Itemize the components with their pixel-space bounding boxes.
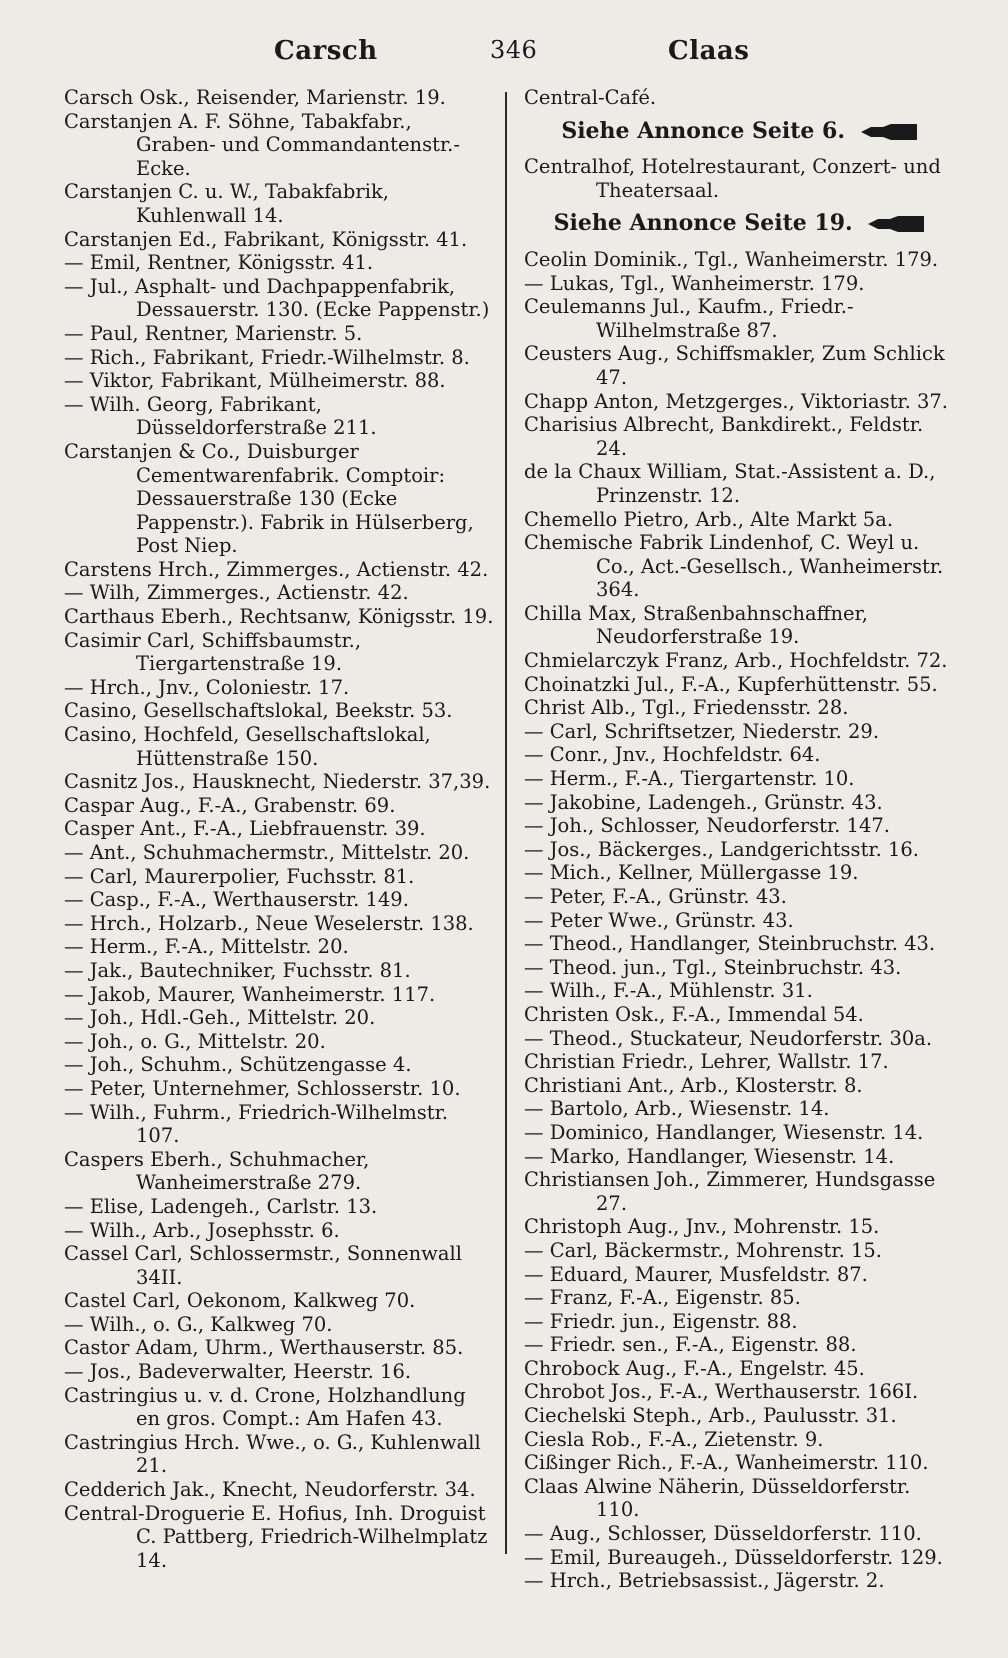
directory-entry: Chapp Anton, Metzgerges., Viktoriastr. 37. <box>524 389 949 413</box>
directory-entry: — Wilh., o. G., Kalkweg 70. <box>64 1312 333 1336</box>
annonce-text: Siehe Annonce Seite 19. <box>553 210 853 237</box>
directory-entry: Carstens Hrch., Zimmerges., Actienstr. 42. <box>64 557 489 581</box>
directory-entry: Caspers Eberh., Schuhmacher, Wanheimerstraße 279. <box>64 1147 370 1195</box>
directory-entry: — Friedr. sen., F.-A., Eigenstr. 88. <box>524 1333 857 1357</box>
directory-entry: — Carl, Bäckermstr., Mohrenstr. 15. <box>524 1238 882 1262</box>
directory-entry: Casino, Hochfeld, Gesellschaftslokal, Hüttenstraße 150. <box>64 723 431 770</box>
directory-entry: — Jak., Bautechniker, Fuchsstr. 81. <box>64 958 411 982</box>
directory-entry: Carstanjen Ed., Fabrikant, Königsstr. 41. <box>64 227 468 251</box>
directory-entry: — Friedr. jun., Eigenstr. 88. <box>524 1309 798 1333</box>
directory-entry: — Wilh. Georg, Fabrikant, Düsseldorferstraße 211. <box>64 392 377 440</box>
directory-entry: — Bartolo, Arb., Wiesenstr. 14. <box>524 1097 830 1121</box>
page-header <box>60 36 940 76</box>
directory-entry: — Hrch., Holzarb., Neue Weselerstr. 138. <box>64 911 474 935</box>
directory-entry: — Joh., Schlosser, Neudorferstr. 147. <box>524 814 890 838</box>
directory-entry: — Carl, Maurerpolier, Fuchsstr. 81. <box>64 864 415 888</box>
directory-entry: — Viktor, Fabrikant, Mülheimerstr. 88. <box>64 369 446 393</box>
directory-entry: — Joh., Hdl.-Geh., Mittelstr. 20. <box>64 1006 376 1030</box>
directory-entry: Castel Carl, Oekonom, Kalkweg 70. <box>64 1289 416 1313</box>
directory-entry: — Jakob, Maurer, Wanheimerstr. 117. <box>64 982 436 1006</box>
directory-entry: Cedderich Jak., Knecht, Neudorferstr. 34. <box>64 1478 476 1502</box>
directory-entry: Central-Café. <box>524 86 657 109</box>
directory-entry: — Aug., Schlosser, Düsseldorferstr. 110. <box>524 1522 922 1546</box>
directory-entry: — Emil, Rentner, Königsstr. 41. <box>64 251 374 275</box>
directory-entry: — Paul, Rentner, Marienstr. 5. <box>64 321 363 345</box>
directory-entry: Carstanjen A. F. Söhne, Tabakfabr., Graben- und Commandantenstr.-Ecke. <box>64 109 460 180</box>
right-column <box>524 86 954 1593</box>
directory-entry: — Lukas, Tgl., Wanheimerstr. 179. <box>524 271 865 295</box>
directory-entry: Carstanjen C. u. W., Tabakfabrik, Kuhlenwall 14. <box>64 180 389 227</box>
directory-entry: Caspar Aug., F.-A., Grabenstr. 69. <box>64 793 396 817</box>
directory-entry: Ceolin Dominik., Tgl., Wanheimerstr. 179. <box>524 247 939 271</box>
directory-entry: Claas Alwine Näherin, Düsseldorferstr. 110. <box>524 1474 911 1522</box>
directory-entry: — Hrch., Jnv., Coloniestr. 17. <box>64 675 350 699</box>
directory-entry: Ciechelski Steph., Arb., Paulusstr. 31. <box>524 1404 897 1428</box>
directory-entry: — Carl, Schriftsetzer, Niederstr. 29. <box>524 719 880 743</box>
directory-entry: Carsch Osk., Reisender, Marienstr. 19. <box>64 86 446 109</box>
directory-entry: — Peter, F.-A., Grünstr. 43. <box>524 885 787 908</box>
directory-entry: Christiansen Joh., Zimmerer, Hundsgasse 27. <box>524 1168 936 1215</box>
directory-entry: — Jakobine, Ladengeh., Grünstr. 43. <box>524 790 883 814</box>
directory-entry: — Jos., Badeverwalter, Heerstr. 16. <box>64 1360 412 1384</box>
directory-entry: Chmielarczyk Franz, Arb., Hochfeldstr. 72. <box>524 649 948 673</box>
directory-entry: Chrobot Jos., F.-A., Werthauserstr. 166I. <box>524 1380 919 1404</box>
directory-entry: — Conr., Jnv., Hochfeldstr. 64. <box>524 743 821 767</box>
directory-entry: Charisius Albrecht, Bankdirekt., Feldstr. 24. <box>524 413 924 460</box>
directory-entry: Casimir Carl, Schiffsbaumstr., Tiergartenstraße 19. <box>64 628 362 676</box>
directory-entry: Casnitz Jos., Hausknecht, Niederstr. 37,39. <box>64 770 491 794</box>
right-column-top <box>524 86 954 110</box>
directory-entry: Casino, Gesellschaftslokal, Beekstr. 53. <box>64 699 453 723</box>
directory-entry: — Jul., Asphalt- und Dachpappenfabrik, Dessauerstr. 130. (Ecke Pappenstr.) <box>64 274 490 322</box>
column-divider <box>505 92 507 1554</box>
directory-entry: — Herm., F.-A., Mittelstr. 20. <box>64 935 349 959</box>
directory-entry: — Mich., Kellner, Müllergasse 19. <box>524 861 859 885</box>
directory-entry: — Wilh., Arb., Josephsstr. 6. <box>64 1218 340 1242</box>
directory-entry: Central-Droguerie E. Hofius, Inh. Droguist C. Pattberg, Friedrich-Wilhelmplatz 14. <box>64 1501 488 1572</box>
right-column-mid <box>524 155 954 202</box>
directory-entry: Cißinger Rich., F.-A., Wanheimerstr. 110. <box>524 1451 929 1475</box>
directory-entry: — Dominico, Handlanger, Wiesenstr. 14. <box>524 1120 924 1144</box>
directory-entry: — Herm., F.-A., Tiergartenstr. 10. <box>524 767 855 791</box>
running-head-left: Carsch <box>274 36 378 66</box>
directory-entry: Christoph Aug., Jnv., Mohrenstr. 15. <box>524 1215 880 1239</box>
pointing-hand-icon <box>868 216 924 232</box>
directory-entry: — Franz, F.-A., Eigenstr. 85. <box>524 1286 801 1310</box>
directory-entry: Cassel Carl, Schlossermstr., Sonnenwall 34II. <box>64 1242 462 1289</box>
directory-entry: — Peter, Unternehmer, Schlosserstr. 10. <box>64 1076 461 1100</box>
directory-entry: Ceusters Aug., Schiffsmakler, Zum Schlick 47. <box>524 342 945 389</box>
page-number: 346 <box>490 36 538 64</box>
directory-entry: Christen Osk., F.-A., Immendal 54. <box>524 1002 864 1026</box>
directory-entry: — Theod., Stuckateur, Neudorferstr. 30a. <box>524 1026 933 1050</box>
directory-entry: — Jos., Bäckerges., Landgerichtsstr. 16. <box>524 837 919 861</box>
directory-entry: Chemische Fabrik Lindenhof, C. Weyl u. Co., Act.-Gesellsch., Wanheimerstr. 364. <box>524 531 944 602</box>
directory-entry: Chilla Max, Straßenbahnschaffner, Neudorferstraße 19. <box>524 601 868 649</box>
directory-entry: Carstanjen & Co., Duisburger Cementwarenfabrik. Comptoir: Dessauerstraße 130 (Ecke Pappenstr.). Fabrik in Hülserberg, Post Niep. <box>64 439 474 558</box>
annonce-text: Siehe Annonce Seite 6. <box>561 117 846 144</box>
directory-entry: — Elise, Ladengeh., Carlstr. 13. <box>64 1194 378 1218</box>
directory-entry: de la Chaux William, Stat.-Assistent a. D., Prinzenstr. 12. <box>524 460 936 507</box>
directory-entry: — Peter Wwe., Grünstr. 43. <box>524 908 794 932</box>
directory-entry: — Wilh., Fuhrm., Friedrich-Wilhelmstr. 107. <box>64 1100 448 1148</box>
directory-entry: Christian Friedr., Lehrer, Wallstr. 17. <box>524 1050 889 1074</box>
directory-entry: — Hrch., Betriebsassist., Jägerstr. 2. <box>524 1569 885 1593</box>
directory-entry: Castringius u. v. d. Crone, Holzhandlung en gros. Compt.: Am Hafen 43. <box>64 1383 466 1431</box>
directory-entry: — Theod. jun., Tgl., Steinbruchstr. 43. <box>524 955 902 979</box>
directory-entry: Christ Alb., Tgl., Friedensstr. 28. <box>524 696 849 720</box>
directory-entry: — Wilh., F.-A., Mühlenstr. 31. <box>524 979 813 1003</box>
directory-entry: — Marko, Handlanger, Wiesenstr. 14. <box>524 1144 895 1168</box>
directory-entry: — Theod., Handlanger, Steinbruchstr. 43. <box>524 932 936 956</box>
directory-entry: Castringius Hrch. Wwe., o. G., Kuhlenwall 21. <box>64 1430 481 1478</box>
directory-entry: Chemello Pietro, Arb., Alte Markt 5a. <box>524 507 894 531</box>
directory-entry: Ciesla Rob., F.-A., Zietenstr. 9. <box>524 1427 824 1451</box>
directory-entry: Casper Ant., F.-A., Liebfrauenstr. 39. <box>64 817 426 841</box>
directory-entry: Christiani Ant., Arb., Klosterstr. 8. <box>524 1073 863 1097</box>
directory-entry: Carthaus Eberh., Rechtsanw, Königsstr. 19. <box>64 605 494 629</box>
directory-entry: Castor Adam, Uhrm., Werthauserstr. 85. <box>64 1336 464 1360</box>
directory-entry: — Joh., Schuhm., Schützengasse 4. <box>64 1053 412 1077</box>
directory-entry: — Joh., o. G., Mittelstr. 20. <box>64 1029 326 1053</box>
pointing-hand-icon <box>861 124 917 140</box>
right-column-bottom <box>524 248 954 1593</box>
directory-entry: — Ant., Schuhmachermstr., Mittelstr. 20. <box>64 841 470 864</box>
running-head-right: Claas <box>668 36 750 66</box>
directory-entry: Centralhof, Hotelrestaurant, Conzert- und Theatersaal. <box>524 155 941 202</box>
directory-entry: — Wilh, Zimmerges., Actienstr. 42. <box>64 581 409 605</box>
directory-entry: Ceulemanns Jul., Kaufm., Friedr.-Wilhelmstraße 87. <box>524 295 854 342</box>
annonce-notice-1 <box>524 117 954 144</box>
directory-entry: — Eduard, Maurer, Musfeldstr. 87. <box>524 1262 868 1286</box>
directory-entry: Chrobock Aug., F.-A., Engelstr. 45. <box>524 1356 865 1380</box>
directory-entry: Choinatzki Jul., F.-A., Kupferhüttenstr. 55. <box>524 672 938 696</box>
annonce-notice-2 <box>524 212 954 236</box>
left-column <box>64 86 494 1572</box>
directory-entry: — Casp., F.-A., Werthauserstr. 149. <box>64 888 409 912</box>
directory-entry: — Rich., Fabrikant, Friedr.-Wilhelmstr. 8. <box>64 345 470 369</box>
directory-entry: — Emil, Bureaugeh., Düsseldorferstr. 129. <box>524 1545 943 1569</box>
